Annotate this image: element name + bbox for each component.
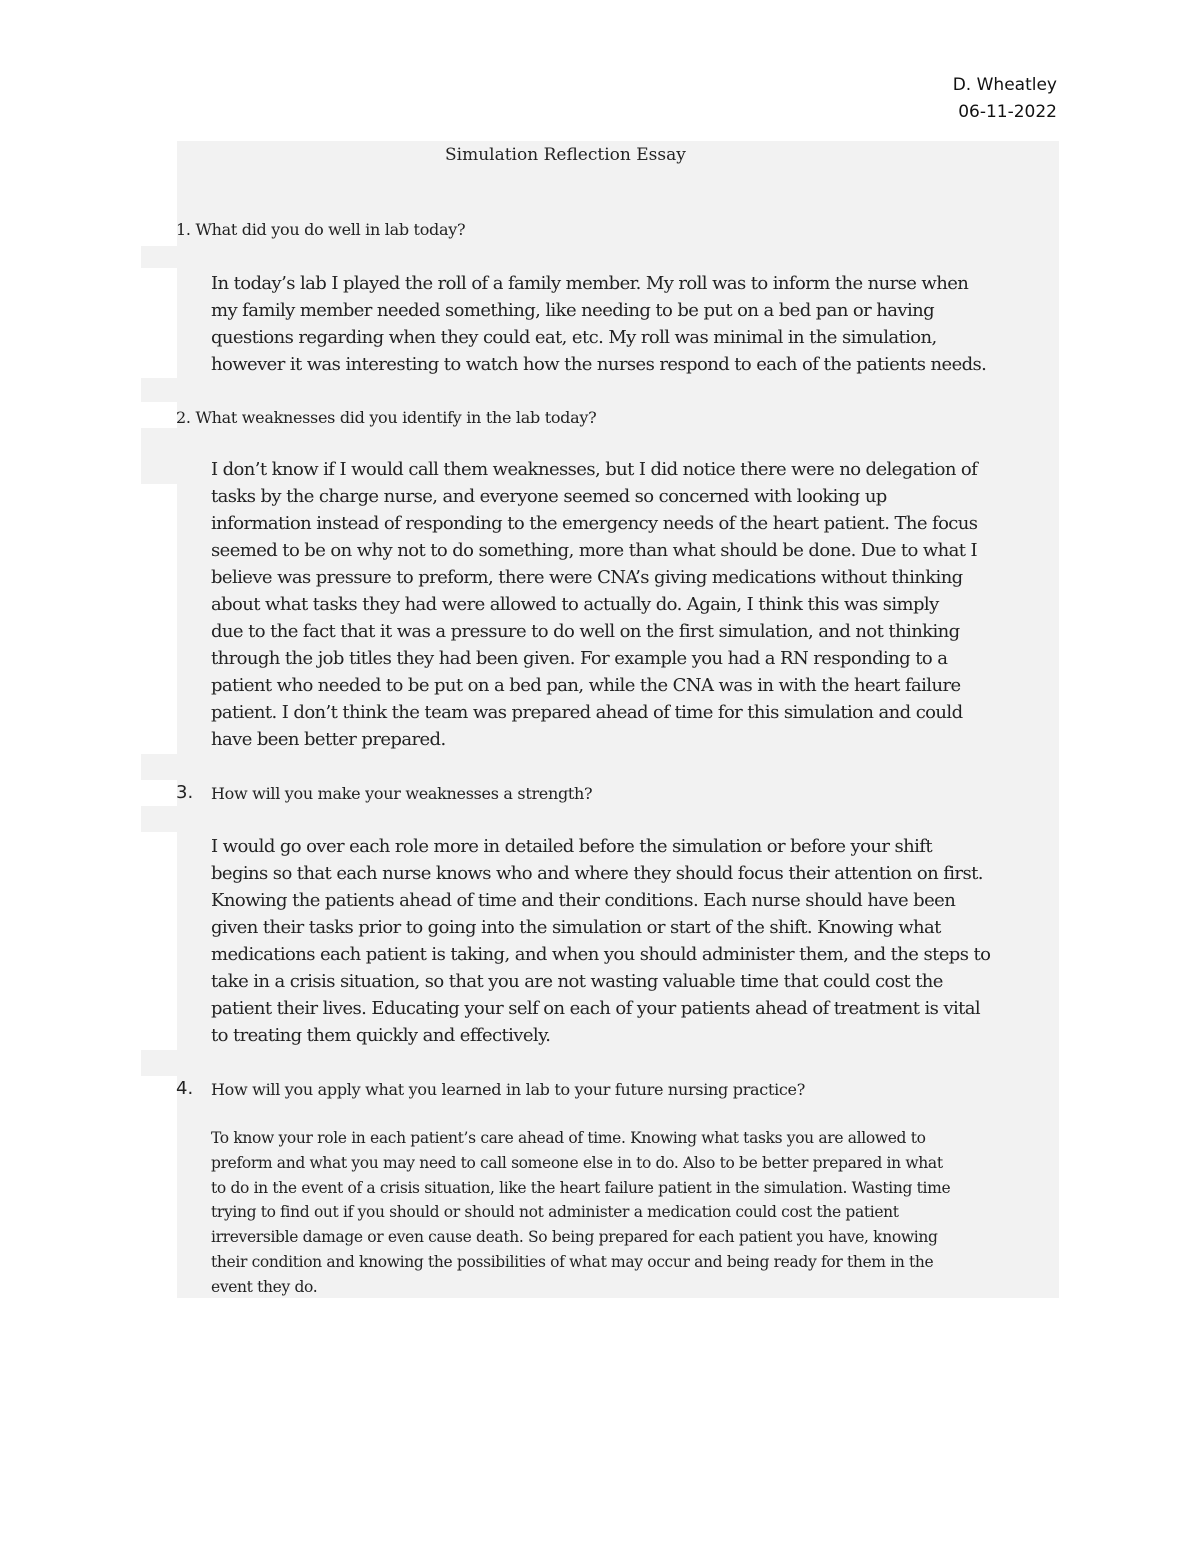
answer-line: information instead of responding to the emergency needs of the heart patient. The focus (211, 513, 978, 534)
answer-line: my family member needed something, like needing to be put on a bed pan or having (211, 300, 935, 321)
answer-line: I don’t know if I would call them weaknesses, but I did notice there were no delegation of (211, 459, 978, 480)
answer-line: to do in the event of a crisis situation, like the heart failure patient in the simulation. Wasting time (211, 1178, 951, 1197)
document-date: 06-11-2022 (958, 102, 1057, 122)
question-4: How will you apply what you learned in lab to your future nursing practice? (211, 1080, 806, 1099)
answer-line: In today’s lab I played the roll of a family member. My roll was to inform the nurse when (211, 273, 969, 294)
shade-region (141, 1050, 1059, 1076)
answer-line: medications each patient is taking, and when you should administer them, and the steps to (211, 944, 991, 965)
answer-line: questions regarding when they could eat, etc. My roll was minimal in the simulation, (211, 327, 937, 348)
answer-line: to treating them quickly and effectively. (211, 1025, 551, 1046)
answer-line: seemed to be on why not to do something, more than what should be done. Due to what I (211, 540, 978, 561)
answer-line: To know your role in each patient’s care ahead of time. Knowing what tasks you are allowed to (211, 1129, 926, 1147)
answer-line: believe was pressure to preform, there were CNA’s giving medications without thinking (211, 567, 963, 588)
shade-region (141, 378, 1059, 402)
shade-region (141, 246, 1059, 268)
answer-line: preform and what you may need to call someone else in to do. Also to be better prepared in what (211, 1153, 943, 1172)
answer-line: have been better prepared. (211, 729, 446, 750)
answer-line: through the job titles they had been given. For example you had a RN responding to a (211, 648, 948, 669)
question-2 (176, 406, 596, 430)
answer-line: irreversible damage or even cause death. So being prepared for each patient you have, knowing (211, 1228, 938, 1247)
answer-line: about what tasks they had were allowed to actually do. Again, I think this was simply (211, 594, 939, 615)
answer-line: their condition and knowing the possibilities of what may occur and being ready for them in the (211, 1252, 934, 1271)
question-4-number: 4. (176, 1078, 194, 1099)
answer-2 (211, 456, 1061, 753)
question-number: 1. (176, 220, 191, 239)
question-text: What weaknesses did you identify in the lab today? (195, 408, 597, 427)
answer-line: patient. I don’t think the team was prepared ahead of time for this simulation and could (211, 702, 963, 723)
header-block (953, 72, 1057, 126)
answer-line: patient who needed to be put on a bed pan, while the CNA was in with the heart failure (211, 675, 961, 696)
question-1 (176, 218, 465, 242)
question-text: What did you do well in lab today? (195, 220, 466, 239)
answer-line: begins so that each nurse knows who and where they should focus their attention on first. (211, 863, 983, 884)
answer-line: however it was interesting to watch how the nurses respond to each of the patients needs. (211, 354, 987, 375)
answer-4 (211, 1126, 1061, 1300)
question-3: How will you make your weaknesses a strength? (211, 784, 593, 803)
shade-region (141, 754, 1059, 780)
answer-line: I would go over each role more in detailed before the simulation or before your shift (211, 836, 932, 857)
answer-line: Knowing the patients ahead of time and their conditions. Each nurse should have been (211, 890, 956, 911)
question-number: 2. (176, 408, 191, 427)
answer-1 (211, 270, 1061, 378)
author-name: D. Wheatley (952, 75, 1057, 95)
answer-line: event they do. (211, 1277, 318, 1296)
answer-line: trying to find out if you should or should not administer a medication could cost the patient (211, 1203, 899, 1222)
answer-line: tasks by the charge nurse, and everyone seemed so concerned with looking up (211, 486, 887, 507)
answer-line: patient their lives. Educating your self on each of your patients ahead of treatment is vital (211, 998, 981, 1019)
question-3-number: 3. (176, 782, 194, 803)
answer-line: given their tasks prior to going into the simulation or start of the shift. Knowing what (211, 917, 941, 938)
answer-line: due to the fact that it was a pressure to do well on the first simulation, and not thinking (211, 621, 960, 642)
essay-title: Simulation Reflection Essay (445, 145, 686, 165)
shade-region (141, 806, 1059, 832)
answer-line: take in a crisis situation, so that you are not wasting valuable time that could cost the (211, 971, 943, 992)
answer-3 (211, 833, 1061, 1049)
